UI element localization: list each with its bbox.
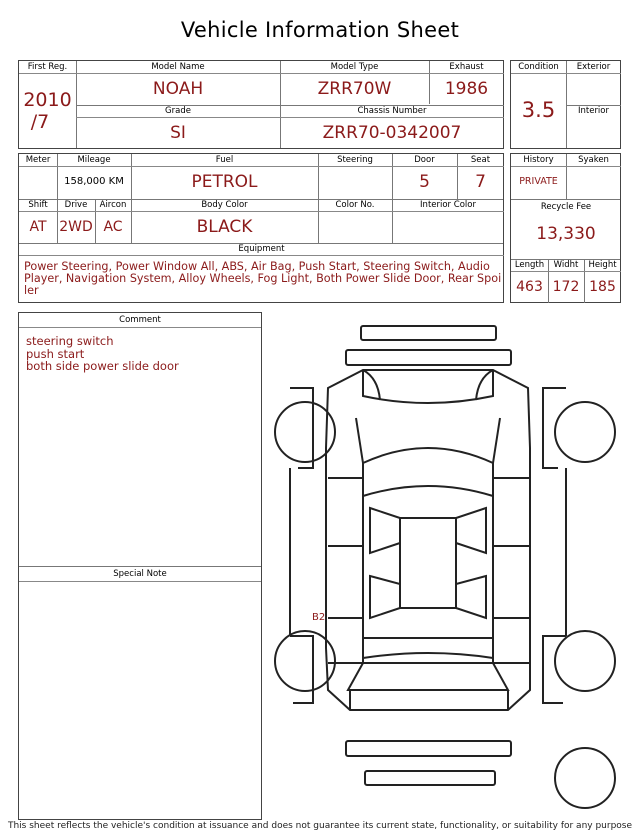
right-slide-door [493,546,530,618]
comment-block [18,312,262,820]
roof [400,518,456,608]
door-label: Door [392,154,457,167]
rear-window [363,638,493,658]
length-value: 463 [516,279,543,295]
left-slide-door [328,546,363,618]
chassis-number-label: Chassis Number [280,105,504,118]
door-value: 5 [419,172,430,192]
windshield [363,448,493,496]
exterior-label: Exterior [566,61,621,74]
condition-block [510,60,621,149]
chassis-number-value: ZRR70-0342007 [322,123,462,143]
grade-label: Grade [76,105,280,118]
right-front-door [493,478,530,546]
rear-bumper [346,741,511,756]
interior-label: Interior [577,106,609,116]
car-damage-diagram [268,318,628,818]
comment-label: Comment [19,313,261,328]
steering-label: Steering [318,154,392,167]
shift-value: AT [29,219,47,235]
meter-label: Meter [19,154,57,167]
exhaust-label: Exhaust [429,61,504,74]
history-block [510,153,621,303]
first-reg-year: 2010 [23,89,72,111]
history-value: PRIVATE [519,176,558,187]
syaken-label: Syaken [566,154,621,167]
left-front-door [328,478,363,546]
rear-bumper-bottom [365,771,495,785]
fuel-value: PETROL [191,172,258,192]
left-rear-quarter [328,618,363,663]
right-rear-quarter [493,618,530,663]
seat-value: 7 [475,172,486,192]
aircon-label: Aircon [95,199,131,212]
right-headlight [476,370,493,400]
roof-left [356,418,363,463]
width-value: 172 [552,279,580,295]
color-no-label: Color No. [318,199,392,212]
equipment-line-3: ler [24,284,39,297]
left-rear-fender [290,636,313,703]
damage-mark-b2: B2 [312,612,326,623]
registration-block [18,60,504,149]
front-right-wheel [555,402,615,462]
equipment-label: Equipment [19,243,504,256]
aircon-value: AC [103,219,123,235]
left-window-rear [370,576,400,618]
seat-label: Seat [457,154,504,167]
model-type-value: ZRR70W [317,79,392,99]
roof-right [493,418,500,463]
front-bumper [346,350,511,365]
model-name-label: Model Name [76,61,280,74]
page-title: Vehicle Information Sheet [180,18,460,42]
rear-right-wheel [555,631,615,691]
front-bumper-top [361,326,496,340]
special-note-label: Special Note [19,567,261,582]
equipment-line-2: Player, Navigation System, Alloy Wheels, Fog Light, Both Power Slide Door, Rear Spoi [24,272,502,285]
recycle-fee-label: Recycle Fee [540,202,592,212]
interior-color-label: Interior Color [392,199,504,212]
condition-value: 3.5 [521,98,556,122]
first-reg-label: First Reg. [19,61,76,74]
height-label: Height [584,259,621,272]
history-label: History [511,154,566,167]
tailgate [348,663,508,690]
comment-line-1: steering switch [26,334,114,348]
recycle-fee-value: 13,330 [536,224,596,244]
grade-value: SI [170,123,186,143]
left-headlight [363,370,380,400]
spare-wheel [555,748,615,808]
width-label: Widht [548,259,584,272]
first-reg-month: /7 [30,111,50,133]
shift-label: Shift [19,199,57,212]
equipment-line-1: Power Steering, Power Window All, ABS, Air Bag, Push Start, Steering Switch, Audio [24,260,490,273]
hood [363,370,493,403]
body-color-label: Body Color [131,199,318,212]
comment-line-2: push start [26,346,85,361]
left-window-front [370,508,400,553]
body-color-value: BLACK [196,217,253,237]
mileage-value: 158,000 KM [64,176,124,187]
drive-value: 2WD [59,219,93,235]
right-rear-fender [543,636,566,703]
left-front-fender [290,388,313,468]
model-type-label: Model Type [280,61,429,74]
model-name-value: NOAH [152,79,204,99]
exhaust-value: 1986 [444,79,489,99]
drive-label: Drive [57,199,95,212]
right-window-rear [456,576,486,618]
specs-block [18,153,504,303]
height-value: 185 [589,279,616,295]
condition-label: Condition [511,61,566,74]
footer-disclaimer: This sheet reflects the vehicle's condition at issuance and does not guarantee its current state, functionality, or suitability for any purpose [7,821,633,831]
comment-line-3: both side power slide door [26,359,179,373]
mileage-label: Mileage [57,154,131,167]
fuel-label: Fuel [131,154,318,167]
right-window-front [456,508,486,553]
length-label: Length [511,259,548,272]
